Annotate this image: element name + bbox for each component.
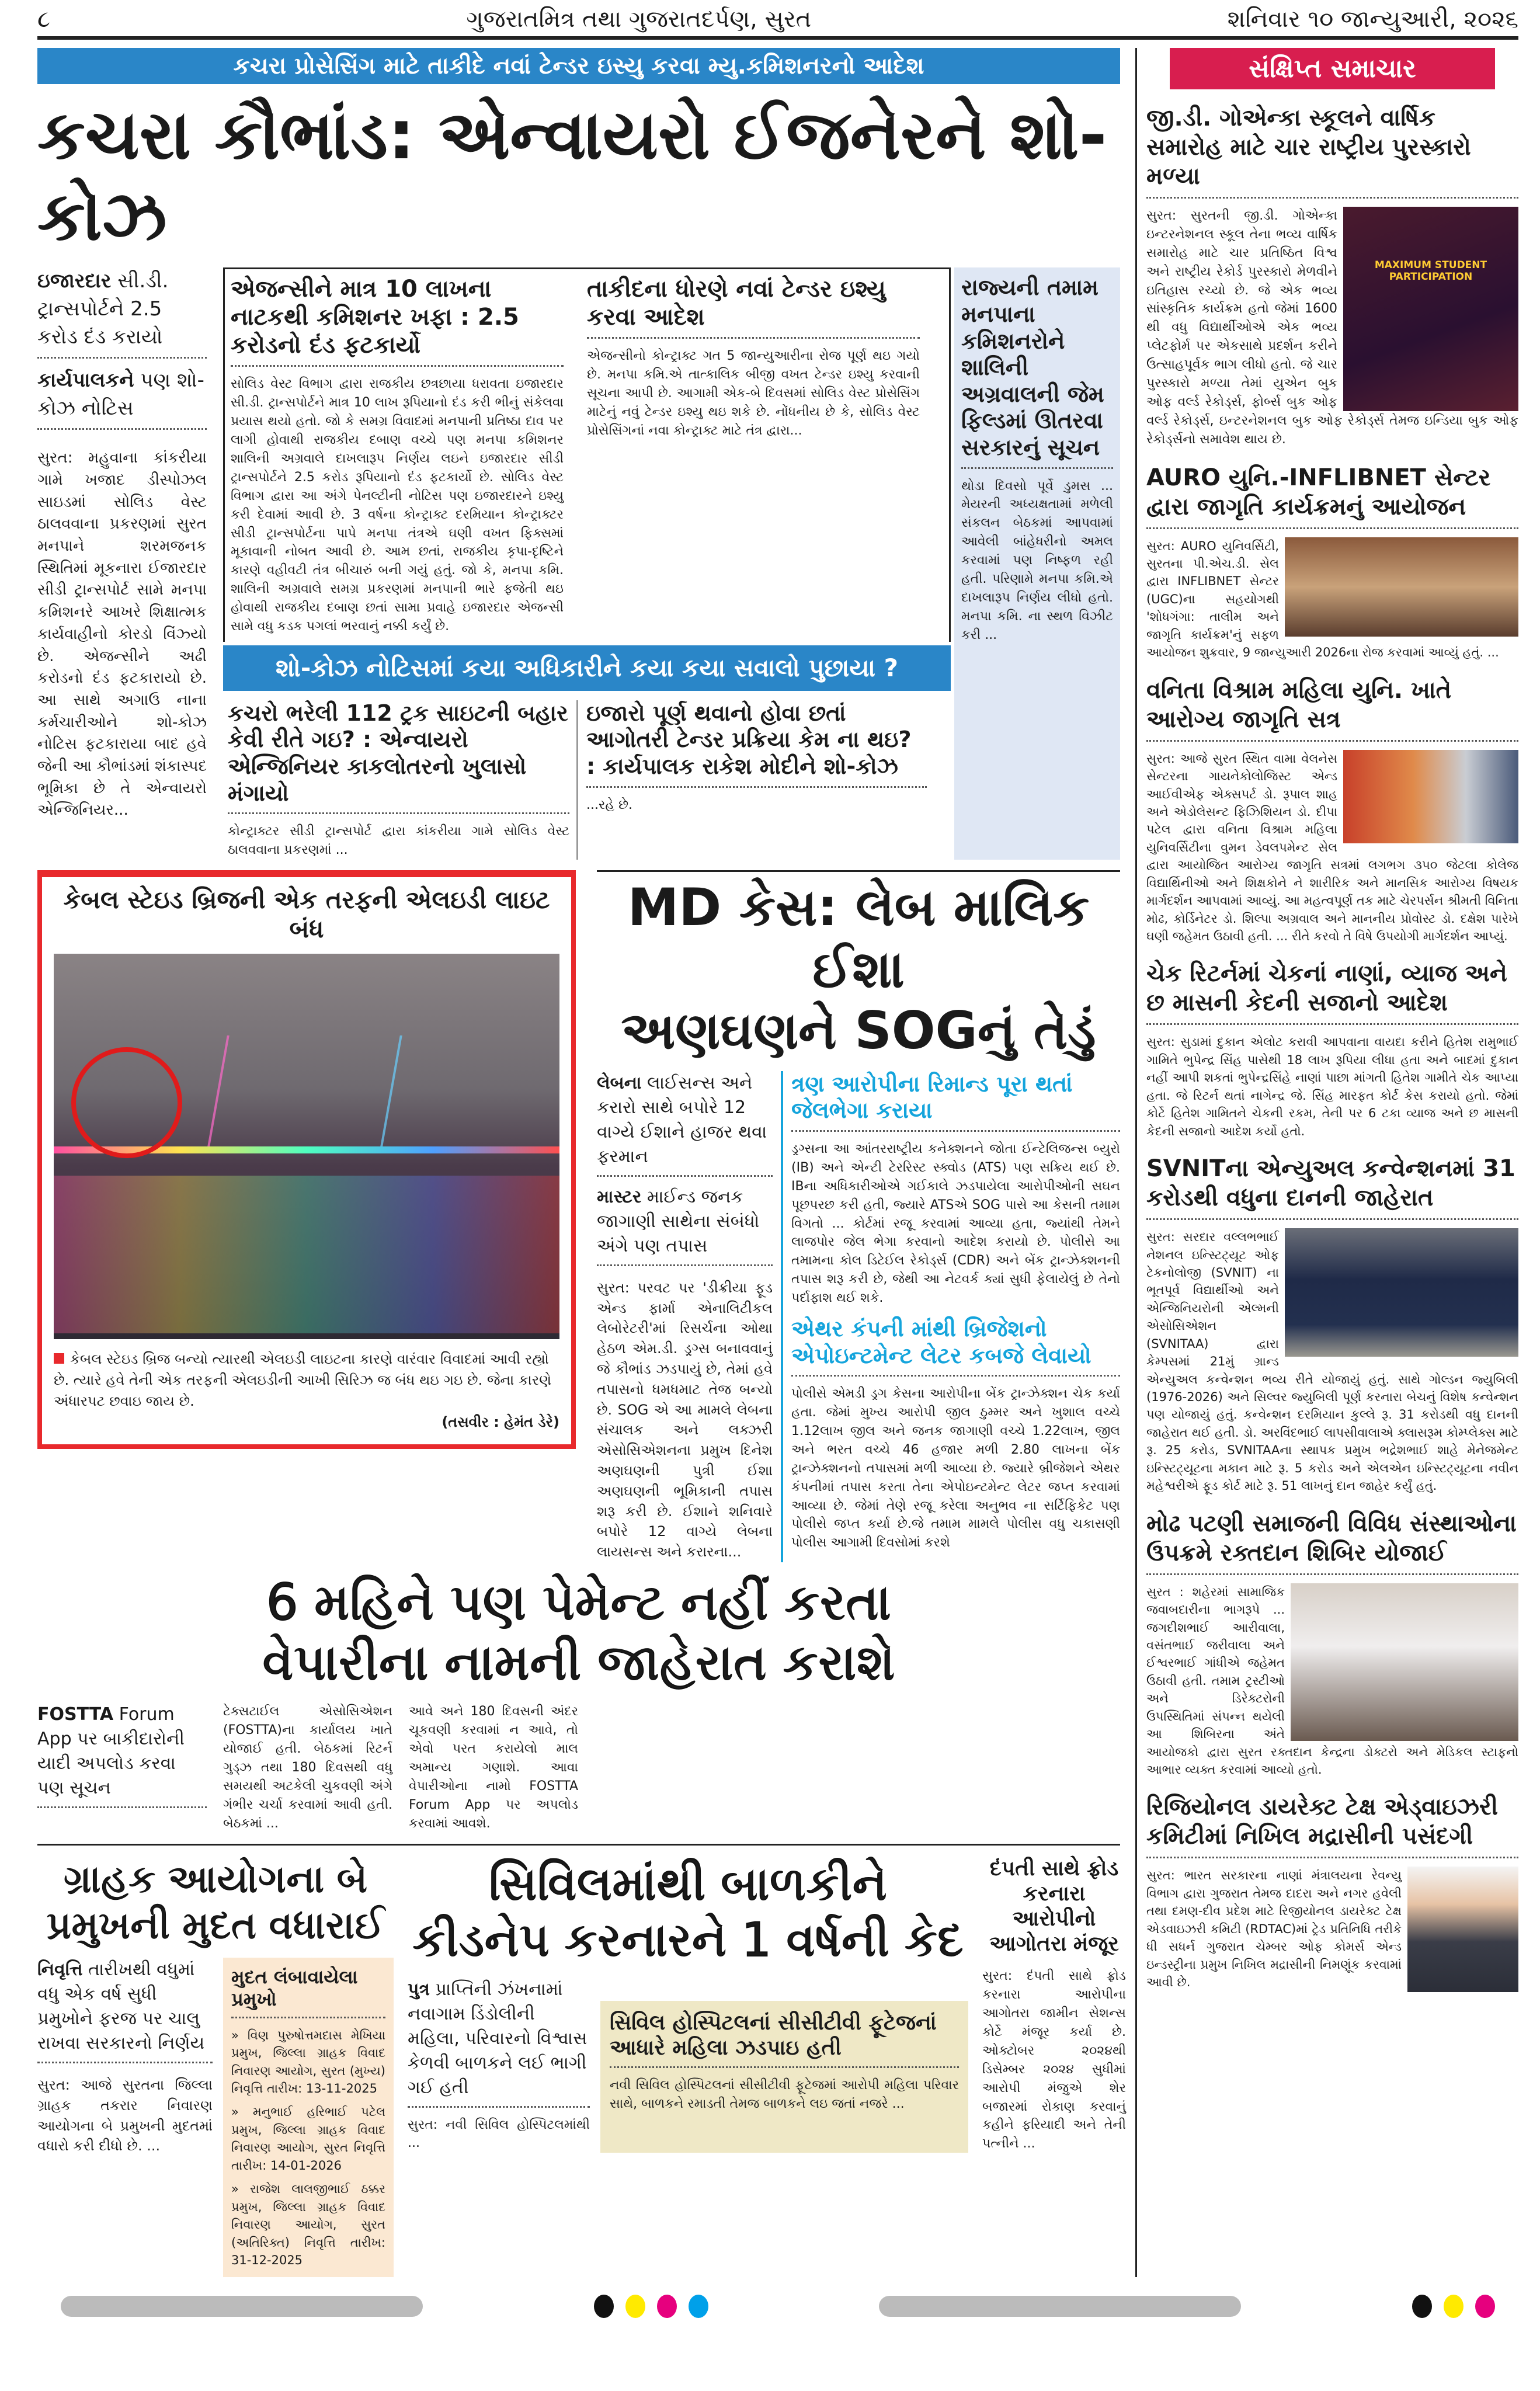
brief-headline: જી.ડી. ગોએન્કા સ્કૂલને વાર્ષિક સમારોહ માટે ચાર રાષ્ટ્રીય પુરસ્કારો મળ્યા: [1146, 105, 1471, 190]
q2-body: ...રહે છે.: [586, 797, 632, 812]
kidnap-story: [408, 1856, 968, 2153]
magenta-dot-icon: [1475, 2295, 1495, 2318]
brief-headline: AURO યુનિ.-INFLIBNET સેન્ટર દ્વારા જાગૃતિ કાર્યક્રમનું આયોજન: [1146, 464, 1491, 520]
side-headline: રાજ્યની તમામ મનપાના કમિશનરોને શાલિની અગ્રવાલની જેમ ફિલ્ડમાં ઊતરવા સરકારનું સૂચન: [961, 274, 1104, 460]
fostta-story: [37, 1573, 1120, 1833]
kidnap-headline-line1: સિવિલમાંથી બાળકીને: [488, 1856, 888, 1911]
bottom-row: [37, 1856, 1126, 2278]
lead-side-panel: [954, 267, 1120, 860]
md-blue2-headline: એથર કંપની માંથી બ્રિજેશનો એપોઇન્ટમેન્ટ લેટર કબજે લેવાયો: [791, 1315, 1091, 1368]
sub-bold: નિવૃત્તિ: [37, 1959, 83, 1980]
lead-body: સુરત: મહુવાના કાંકરીયા ગામે ખજાદ ડીસ્પોઝલ સાઇડમાં સોલિડ વેસ્ટ ઠાલવવાના પ્રકરણમાં સુરત મનપાને શરમજનક સ્થિતિમાં મૂકનારા ઈજારદાર સીડી ટ્રાન્સપોર્ટ સામે મનપા કમિશનરે આખરે શિક્ષાત્મક કાર્યવાહીનો કોરડો વિંઝ્યો છે. એજન્સીને અઢી કરોડનો દંડ ફટકારાયો છે. આ સાથે અગાઉ નાના કર્મચારીઓને શો-કોઝ નોટિસ ફટકારાયા બાદ હવે જેની આ કૌભાંડમાં શંકાસ્પદ ભૂમિકા છે તે એન્વાયરો એન્જિનિયર...: [37, 449, 207, 819]
consumer-headline: ગ્રાહક આયોગના બે પ્રમુખની મુદત વધારાઈ: [46, 1856, 385, 1948]
md-story: [597, 870, 1120, 1562]
page-header: [37, 0, 1518, 36]
side-body: થોડા દિવસો પૂર્વે ડુમસ ... મેયરની અધ્યક્ષતામાં મળેલી સંકલન બેઠકમાં આપવામાં આવેલી બાંહેધરીનો અમલ કરવામાં પણ નિષ્ફળ રહી હતી. પરિણામે મનપા કમિ.એ દાખલારૂપ નિર્ણય લીધો હતો. મનપા કમિ. ના સ્થળ વિઝીટ કરી ...: [961, 478, 1113, 642]
yellow-dot-icon: [625, 2295, 645, 2318]
fraud-body: સુરત: દંપતી સાથે ફ્રોડ કરનારા આરોપીના આગોતરા જામીન સેશન્સ કોર્ટે મંજૂર કર્યા છે. ઓક્ટોબર ૨૦૨૪થી ડિસેમ્બર ૨૦૨૪ સુધીમાં આરોપી મંજુએ શેર બજારમાં રોકાણ કરવાનું કહીને ફરિયાદી અને તેની પત્નીને ...: [982, 1969, 1126, 2152]
q2-headline: ઇજારો પૂર્ણ થવાનો હોવા છતાં આગોતરી ટેન્ડર પ્રક્રિયા કેમ ના થઇ? : કાર્યપાલક રાકેશ મોદીને શો-કોઝ: [586, 700, 912, 780]
md-left-column: [597, 1071, 781, 1562]
fostta-col1: ટેક્સટાઈલ એસોસિએશન (FOSTTA)ના કાર્યાલય ખાતે યોજાઈ હતી. બેઠકમાં રિટર્ન ગુડ્ઝ તથા 180 દિવસથી વધુ સમયથી અટકેલી ચુકવણી અંગે ગંભીર ચર્ચા કરવામાં આવી હતી. બેઠકમાં ...: [223, 1704, 392, 1831]
lead-row: [37, 267, 1120, 860]
md-right-column: [783, 1071, 1120, 1562]
brief-body: સુરત: આજે સુરત સ્થિત વામા વેલનેસ સેન્ટરના ગાયનેકોલોજિસ્ટ એન્ડ આઈવીએફ એક્સપર્ટ ડો. રૂપાલ શાહ અને એડોલેસન્ટ ફિઝિશિયન ડો. દીપા પટેલ દ્વારા વનિતા વિશ્રામ મહિલા યુનિવર્સિટીના વુમન ડેવલપમેન્ટ સેલ દ્વારા આયોજિત આરોગ્ય જાગૃતિ સત્રમાં લગભગ ૩૫૦ જેટલા કોલેજ વિદ્યાર્થિનીઓ અને શિક્ષકોને ને શારીરિક અને માનસિક આરોગ્ય વિષયક માર્ગદર્શન આપવામાં આવ્યું. આ મહત્વપૂર્ણ તક માટે ચેરપર્સન શ્રીમતી વિનિતા મોઢ, કોર્ડિનેટર ડો. શિલ્પા અગ્રવાલ અને માનનીય પ્રોવોસ્ટ ડો. દક્ષેશ પારેખે ઘણી જહેમત ઉઠાવી હતી. ... રીતે કરવો તે વિષે ઉપયોગી માર્ગદર્શન આપ્યું.: [1146, 751, 1518, 944]
section-rule: [597, 870, 1120, 872]
questions-row: [223, 700, 951, 860]
md-headline-line2: અણઘણને SOGનું તેડું: [621, 1000, 1096, 1061]
sub-bold: ઇજારદાર: [37, 269, 112, 293]
brief-rdtac: [1146, 1792, 1518, 1992]
sub-bold: કાર્યપાલકને: [37, 369, 134, 392]
brief-body: સુરત : શહેરમાં સામાજિક જવાબદારીના ભાગરૂપે ... જગદીશભાઈ આરીવાલા, વસંતભાઈ જરીવાલા અને ઈશ્વરભાઈ ગાંધીએ જહેમત ઉઠાવી હતી. તમામ ટ્રસ્ટીઓ અને ડિરેક્ટરોની ઉપસ્થિતિમાં સંપન્ન થયેલી આ શિબિરના અંતે આયોજકો દ્વારા સુરત રક્તદાન કેન્દ્રના ડોક્ટરો અને મેડિકલ સ્ટાફનો આભાર વ્યક્ત કરવામાં આવ્યો હતો.: [1146, 1584, 1518, 1777]
sub-text: પ્રાપ્તિની ઝંખનામાં નવાગામ ડિંડોલીની મહિલા, પરિવારનો વિશ્વાસ કેળવી બાળકને લઈ ભાગી ગઈ હતી: [408, 1979, 588, 2098]
bridge-photo: [54, 954, 559, 1339]
president-item: » રાજેશ લાલજીભાઈ ઠક્કર પ્રમુખ, જિલ્લા ગ્રાહક વિવાદ નિવારણ આયોગ, સુરત (અતિરિક્ત) નિવૃત્તિ તારીખ: 31-12-2025: [231, 2182, 385, 2267]
sidebar-label: સંક્ષિપ્ત સમાચાર: [1170, 48, 1495, 89]
sub-bold: પુત્ર: [408, 1979, 430, 2000]
consumer-left: [37, 1958, 213, 2277]
fostta-columns: [37, 1702, 1120, 1833]
md-blue1-headline: ત્રણ આરોપીના રિમાન્ડ પૂરા થતાં જેલભેગા કરાયા: [791, 1071, 1073, 1124]
registration-strip: [37, 2295, 1518, 2318]
page-number: ૮: [37, 6, 50, 33]
sub-text: તારીખથી વધુમાં વધુ એક વર્ષ સુધી પ્રમુખોને ફરજ પર ચાલુ રાખવા સરકારનો નિર્ણય: [37, 1959, 205, 2053]
md-blue2-body: પોલીસે એમડી ડ્રગ કેસના આરોપીના બેંક ટ્રાન્ઝેક્શન ચેક કર્યા હતા. જેમાં મુખ્ય આરોપી જીલ ઠુમ્મર અને ખુશાલ વચ્ચે 1.12લાખ જીલ અને જનક જાગાણી વચ્ચે 1.22લાખ, જીલ અને ભરત વચ્ચે 46 હજાર મળી 2.80 લાખના બેંક ટ્રાન્ઝેક્શનનો તપાસમાં મળી આવ્યા છે. જ્યારે બ્રીજેશને એથર કંપનીમાં તપાસ કરતા તેના એપોઇન્ટમેન્ટ લેટર જપ્ત કરવામાં આવ્યા છે. જેમાં તેણે રજૂ કરેલા અનુભવ ના સર્ટિફિકેટ પણ પોલીસે જપ્ત કર્યા છે.જે તમામ મામલે પોલીસ વધુ ચકાસણી પોલીસ આગામી દિવસોમાં કરશે: [791, 1386, 1120, 1551]
kidnap-body: સુરત: નવી સિવિલ હોસ્પિટલમાંથી ...: [408, 2117, 590, 2151]
blood-camp-photo: [1291, 1583, 1518, 1741]
box-headline: સિવિલ હોસ્પિટલનાં સીસીટીવી ફૂટેજનાં આધારે મહિલા ઝડપાઇ હતી: [610, 2010, 937, 2060]
header-rule: [37, 36, 1518, 40]
md-body: સુરત: પરવટ પર 'ડીક્રીયા ફૂડ એન્ડ ફાર્મા એનાલિટીકલ લેબોરેટરી'માં રિસર્ચના ઓથા હેઠળ એમ.ડી. ડ્રગ્સ બનાવવાનું જે કૌભાંડ ઝડપાયું છે, તેમાં હવે તપાસનો ધમધમાટ તેજ બન્યો છે. SOG એ આ મામલે લેબના સંચાલક અને લક્ઝરી એસોસિએશનના પ્રમુખ દિનેશ અણઘણની પુત્રી ઈશા અણઘણની ભૂમિકાની તપાસ શરૂ કરી છે. ઈશાને શનિવારે બપોરે 12 વાગ્યે લેબના લાયસન્સ અને કરારના...: [597, 1279, 773, 1561]
brief-body: સુરત: AURO યુનિવર્સિટી, સુરતના પી.એચ.ડી. સેલ દ્વારા INFLIBNET સેન્ટર (UGC)ના સહયોગથી 'શોધગંગા: તાલીમ અને જાગૃતિ કાર્યક્રમ'નું સફળ આયોજન શુક્રવાર, 9 જાન્યુઆરી 2026ના રોજ કરવામાં આવ્યું હતું. ...: [1146, 538, 1499, 660]
box1-body: સોલિડ વેસ્ટ વિભાગ દ્વારા રાજકીય છત્રછાયા ધરાવતા ઇજારદાર સી.ડી. ટ્રાન્સપોર્ટને માત્ર 10 લાખ રૂપિયાનો દંડ કરી ભીનું સંકેલવા પ્રયાસ થયો હતો. જો કે સમગ્ર વિવાદમાં મનપાની પ્રતિષ્ઠા દાવ પર લાગી હોવાથી રાજકીય દબાણ વચ્ચે પણ મનપા કમિશનર શાલિની અગ્રવાલે દાખલારૂપ નિર્ણય લઇને ઇજારદાર સીડી ટ્રાન્સપોર્ટને 2.5 કરોડ રૂપિયાનો દંડ ફટકાર્યો છે. સોલિડ વેસ્ટ વિભાગ દ્વારા આ અંગે પેનલ્ટીની નોટિસ પણ ઇજારદારને ઇશ્યુ કરી દેવામાં આવી છે. 3 વર્ષના કોન્ટ્રાક્ટ દરમિયાન કોન્ટ્રાક્ટર સીડી ટ્રાન્સપોર્ટના પાપે મનપા તંત્રએ ઘણી વખત ફિક્સમાં મૂકાવાની નોબત આવી છે. આમ છતાં, રાજકીય કૃપા-દૃષ્ટિને કારણે વહીવટી તંત્ર બીચારું બની ગયું હતું. જો કે, મનપા કમિ. શાલિની અગ્રવાલે સમગ્ર પ્રકરણમાં મનપાની ભારે ફજેતી થઇ હોવાથી રાજકીય દબાણ છતાં સામા પ્રવાહે ઇજારદાર એજન્સી સામે વધુ કડક પગલાં ભરવાનું નક્કી કર્યું છે.: [231, 377, 564, 634]
photo-credit: (તસવીર : હેમંત ડેરે): [442, 1413, 559, 1430]
consumer-presidents-box: [223, 1958, 394, 2277]
president-item: » મનુભાઈ હરિભાઈ પટેલ પ્રમુખ, જિલ્લા ગ્રાહક વિવાદ નિવારણ આયોગ, સુરત નિવૃત્તિ તારીખ: 14-01-2026: [231, 2105, 385, 2173]
sidebar: [1135, 48, 1518, 2277]
color-registration-marks: [594, 2295, 708, 2318]
sub-text: Forum App પર બાકીદારોની યાદી અપલોડ કરવા પણ સૂચન: [37, 1704, 185, 1799]
sub-bold: FOSTTA: [37, 1704, 114, 1725]
box2-body: એજન્સીનો કોન્ટ્રાક્ટ ગત 5 જાન્યુઆરીના રોજ પૂર્ણ થઇ ગયો છે. મનપા કમિ.એ તાત્કાલિક બીજી વખત ટેન્ડર ઇશ્યુ કરવાની સૂચના આપી છે. આગામી એક-બે દિવસમાં સોલિડ વેસ્ટ પ્રોસેસિંગ માટેનું નવું ટેન્ડર ઇશ્યુ થઇ શકે છે. નોંધનીય છે કે, સોલિડ વેસ્ટ પ્રોસેસિંગનાં નવા કોન્ટ્રાક્ટ માટે તંત્ર દ્વારા...: [587, 349, 920, 438]
registration-bar: [879, 2296, 1241, 2317]
bridge-photo-box: [37, 870, 576, 1449]
brief-body: સુરત: સુરતની જી.ડી. ગોએન્કા ઇન્ટરનેશનલ સ્કૂલ તેના ભવ્ય વાર્ષિક સમારોહ માટે ચાર પ્રતિષ્ઠિત વિશ્વ અને રાષ્ટ્રીય રેકોર્ડ પુરસ્કારો મેળવીને ઇતિહાસ રચ્યો છે. જે એક ભવ્ય સાંસ્કૃતિક કાર્યક્રમ હતો જેમાં 1600 થી વધુ વિદ્યાર્થીઓએ એક ભવ્ય પ્લેટફોર્મ પર એકસાથે પ્રદર્શન કરીને ઉત્સાહપૂર્વક ભાગ લીધો હતો. જે ચાર પુરસ્કારો મળ્યા તેમાં યુએન બુક ઓફ વર્લ્ડ રેકોર્ડ્સ, ફોર્બ્સ બુક ઓફ વર્લ્ડ રેકોર્ડ્સ, ઇન્ટરનેશનલ બુક ઓફ રેકોર્ડ્સ તેમજ ઇન્ડિયા બુક ઓફ રેકોર્ડ્સનો સમાવેશ થાય છે.: [1146, 208, 1518, 447]
highlight-circle: [71, 1047, 182, 1158]
cyan-dot-icon: [689, 2295, 708, 2318]
md-columns: [597, 1071, 1120, 1562]
seminar-photo: [1285, 537, 1518, 637]
magenta-dot-icon: [657, 2295, 677, 2318]
sub-text: સી.ડી. ટ્રાન્સપોર્ટને 2.5 કરોડ દંડ કરાયો: [37, 269, 169, 349]
speaker-photo: [1343, 750, 1518, 843]
sub-bold: માસ્ટર: [597, 1186, 642, 1207]
fostta-headline-line2: વેપારીના નામની જાહેરાત કરાશે: [262, 1634, 895, 1693]
page-layout: [37, 48, 1518, 2277]
registration-bar: [61, 2296, 423, 2317]
brief-headline: રિજિયોનલ ડાયરેક્ટ ટેક્ષ એડ્વાઇઝરી કમિટીમાં નિખિલ મદ્રાસીની પસંદગી: [1146, 1794, 1499, 1850]
photo-text: MAXIMUM STUDENT PARTICIPATION: [1374, 259, 1487, 283]
fostta-sub: [37, 1702, 207, 1816]
brief-headline: ચેક રિટર્નમાં ચેકનાં નાણાં, વ્યાજ અને છ માસની કેદની સજાનો આદેશ: [1146, 960, 1507, 1017]
paper-name: ગુજરાતમિત્ર તથા ગુજરાતદર્પણ, સુરત: [466, 6, 812, 33]
brief-blood-donation: [1146, 1509, 1518, 1779]
box2-headline: તાકીદના ધોરણે નવાં ટેન્ડર ઇશ્યુ કરવા આદેશ: [587, 276, 886, 331]
brief-gd-goenka: [1146, 103, 1518, 449]
fostta-col2: આવે અને 180 દિવસની અંદર ચૂકવણી કરવામાં ન આવે, તો એવો પરત કરાયેલો માલ અમાન્ય ગણાશે. આવા વેપારીઓના નામો FOSTTA Forum App પર અપલોડ કરવામાં આવશે.: [409, 1704, 578, 1831]
lead-left-column: [37, 267, 207, 822]
brief-vanita: [1146, 676, 1518, 946]
question-1: [223, 700, 576, 860]
lead-headline: કચરા કૌભાંડ: એન્વાયરો ઈજનેરને શો-કોઝ: [37, 96, 1107, 256]
consumer-body: સુરત: આજે સુરતના જિલ્લા ગ્રાહક તકરાર નિવારણ આયોગના બે પ્રમુખની મુદતમાં વધારો કરી દીધો છે. ...: [37, 2076, 213, 2154]
box-headline: મુદત લંબાવાયેલા પ્રમુખો: [231, 1965, 358, 2011]
sub-text: લાઈસન્સ અને કરારો સાથે બપોરે 12 વાગ્યે ઈશાને હાજર થવા ફરમાન: [597, 1072, 767, 1167]
bullet-square-icon: [54, 1353, 64, 1364]
lead-kicker-banner: કચરા પ્રોસેસિંગ માટે તાકીદે નવાં ટેન્ડર ઇસ્યુ કરવા મ્યુ.કમિશનરનો આદેશ: [37, 48, 1120, 84]
q1-headline: કચરો ભરેલી 112 ટ્રક સાઇટની બહાર કેવી રીતે ગઇ? : એન્વાયરો એન્જિનિયર કાકલોતરનો ખુલાસો મંગાયો: [228, 700, 568, 806]
q1-body: કોન્ટ્રાક્ટર સીડી ટ્રાન્સપોર્ટ દ્વારા કાંકરીયા ગામે સોલિડ વેસ્ટ ઠાલવવાના પ્રકરણમાં ...: [228, 824, 569, 858]
school-award-photo: [1343, 207, 1518, 411]
kidnap-headline-line2: કીડનેપ કરનારને 1 વર્ષની કેદ: [412, 1912, 964, 1967]
bridge-caption: કેબલ સ્ટેઇડ બ્રિજ બન્યો ત્યારથી એલઇડી લાઇટના કારણે વારંવાર વિવાદમાં આવી રહ્યો છે. ત્યારે હવે તેની એક તરફની એલઇડીની આખી સિરિઝ જ બંધ થઇ ગઇ છે. જેના કારણે અંધારપટ છવાઇ જાય છે.: [54, 1350, 552, 1409]
box1-headline: એજન્સીને માત્ર 10 લાખના નાટકથી કમિશનર ખફા : 2.5 કરોડનો દંડ ફટકાર્યો: [231, 276, 519, 359]
consumer-story: [37, 1856, 394, 2278]
issue-date: શનિવાર ૧૦ જાન્યુઆરી, ૨૦૨૬: [1227, 6, 1518, 33]
black-dot-icon: [1412, 2295, 1432, 2318]
yellow-dot-icon: [1444, 2295, 1463, 2318]
brief-headline: SVNITના એન્યુઅલ કન્વેન્શનમાં 31 કરોડથી વધુના દાનની જાહેરાત: [1146, 1155, 1515, 1212]
brief-body: સુરત: ભારત સરકારના નાણાં મંત્રાલયના રેવન્યુ વિભાગ દ્વારા ગુજરાત તેમજ દાદરા અને નગર હવેલી તથા દમણ-દીવ પ્રદેશ માટે રિજીયોનલ ડાયરેક્ટ ટેક્ષ એડવાઇઝરી કમિટી (RDTAC)માં ટ્રેડ પ્રતિનિધિ તરીકે ધી સધર્ન ગુજરાત ચેમ્બર ઓફ કોમર્સ એન્ડ ઇન્ડસ્ટ્રીના પ્રમુખ નિખિલ મદ્રાસીની નિમણૂંક કરવામાં આવી છે.: [1146, 1868, 1402, 1990]
fraud-story: [982, 1856, 1126, 2154]
kidnap-cctv-box: [600, 2001, 968, 2153]
bridge-md-row: [37, 870, 1120, 1562]
showcause-band: શો-કોઝ નોટિસમાં કયા અધિકારીને કયા કયા સવાલો પુછાયા ?: [223, 645, 951, 691]
president-item: » વિણ પુરુષોત્તમદાસ મેખિયા પ્રમુખ, જિલ્લા ગ્રાહક વિવાદ નિવારણ આયોગ, સુરત (મુખ્ય) નિવૃત્તિ તારીખ: 13-11-2025: [231, 2028, 385, 2096]
brief-auro: [1146, 463, 1518, 662]
lead-center: [223, 267, 951, 860]
section-rule: [37, 1844, 1120, 1846]
color-registration-marks: [1412, 2295, 1495, 2318]
sub-bold: લેબના: [597, 1072, 642, 1093]
brief-svnit: [1146, 1154, 1518, 1495]
brief-headline: વનિતા વિશ્રામ મહિલા યુનિ. ખાતે આરોગ્ય જાગૃતિ સત્ર: [1146, 676, 1452, 733]
bridge-title: કેબલ સ્ટેઇડ બ્રિજની એક તરફની એલઇડી લાઇટ બંધ: [63, 885, 550, 944]
fraud-headline: દંપતી સાથે ફ્રોડ કરનારા આરોપીનો આગોતરા મંજૂર: [989, 1856, 1119, 1956]
question-2: [578, 700, 931, 860]
bridge-caption-area: [54, 1349, 559, 1433]
sub-text: માઈન્ડ જનક જાગાણી સાથેના સંબંધો અંગે પણ તપાસ: [597, 1186, 760, 1256]
brief-body: સુરત: સરદાર વલ્લભભાઈ નેશનલ ઇન્સ્ટિટ્યૂટ ઓફ ટેકનોલોજી (SVNIT) ના ભૂતપૂર્વ વિદ્યાર્થીઓ અને એન્જિનિયરોની એલ્મની એસોસિએશન (SVNITAA) દ્વારા કેમ્પસમાં 21મું ગ્રાન્ડ એન્યુઅલ કન્વેન્શન ભવ્ય રીતે યોજાયું હતું. સાથે ગોલ્ડન જ્યુબિલી (1976-2026) અને સિલ્વર જ્યુબિલી પૂર્ણ કરનારા બેચનું વિશેષ કન્વેન્શન પણ યોજાયું હતું. કન્વેન્શન દરમિયાન કુલ્લે રૂ. 31 કરોડથી વધુ દાનની જાહેરાત થઈ હતી. ડો. અરવિંદભાઈ લાપસીવાલાએ ક્લાસરૂમ કોમ્પ્લેક્સ માટે રૂ. 25 કરોડ, SVNITAAના સ્થાપક પ્રમુખ ભદ્રેશભાઈ શાહે મેનેજમેન્ટ ઇન્સ્ટિટ્યૂટના મકાન માટે રૂ. 5 કરોડ અને એલએન ઇન્સ્ટિટ્યૂટના નવીન મહેશ્વરીએ ફૂડ કોર્ટ માટે રૂ. 51 લાખનું દાન જાહેર કર્યું હતું.: [1146, 1230, 1518, 1493]
brief-headline: મોઢ પટણી સમાજની વિવિધ સંસ્થાઓના ઉપક્રમે રક્તદાન શિબિર યોજાઈ: [1146, 1510, 1517, 1566]
nikhil-madrasi-portrait: [1407, 1867, 1518, 1992]
md-headline-line1: MD કેસ: લેબ માલિક ઈશા: [627, 877, 1090, 999]
kidnap-left: [408, 1978, 590, 2153]
alumni-group-photo: [1285, 1228, 1518, 1357]
brief-cheque-return: [1146, 959, 1518, 1140]
main-column: [37, 48, 1126, 2277]
lead-box: [223, 267, 951, 641]
black-dot-icon: [594, 2295, 614, 2318]
md-blue1-body: ડ્રગ્સના આ આંતરરાષ્ટ્રીય કનેક્શનને જોતા ઈન્ટેલિજન્સ બ્યુરો (IB) અને એન્ટી ટેરરિસ્ટ સ્ક્વોડ (ATS) પણ સક્રિય થઈ છે. IBના અધિકારીઓએ ગઈકાલે ઝડપાયેલા આરોપીઓની સઘન પૂછપરછ કરી હતી, જ્યારે ATSએ SOG પાસે આ કેસની તમામ વિગતો ... કોર્ટમાં રજૂ કરવામાં આવ્યા હતા, જ્યાંથી તેમને લાજપોર જેલ ભેગા કરવાનો આદેશ કરાયો છે. પોલીસે આ તમામના કોલ ડિટેઈલ રેકોર્ડ્સ (CDR) અને બેંક ટ્રાન્ઝેક્શનની તપાસ શરૂ કરી છે, જેથી આ નેટવર્ક ક્યાં સુધી ફેલાયેલું છે તેનો પર્દાફાશ થઈ શકે.: [791, 1141, 1120, 1306]
brief-body: સુરત: સુડામાં દુકાન એલોટ કરાવી આપવાના વાયદા કરીને હિતેશ રામુભાઈ ગામિતે ભુપેન્દ્ર સિંહ પાસેથી 18 લાખ રૂપિયા લીધા હતા અને બાદમાં દુકાન નહીં આપી શકતાં ભુપેન્દ્રસિંહે નાણાં પાછા માંગતી હિતેશ ગામીતે ચેક આપ્યા હતા. જે રિટર્ન થતાં નાગેન્દ્ર જે. સિંહ મારફત કોર્ટ કેસ કરાયો હતો. જેમાં કોર્ટે હિતેશ ગામિતને ચેકની રકમ, તેની પર 6 ટકા વ્યાજ અને છ માસની કેદની સજાનો આદેશ કર્યો હતો.: [1146, 1035, 1518, 1138]
box-body: નવી સિવિલ હોસ્પિટલનાં સીસીટીવી ફૂટેજમાં આરોપી મહિલા પરિવાર સાથે, બાળકને રમાડતી તેમજ બાળકને લઇ જતાં નજરે ...: [610, 2077, 959, 2111]
sub-text: પણ શો-કોઝ નોટિસ: [37, 369, 204, 420]
fostta-headline-line1: 6 મહિને પણ પેમેન્ટ નહીં કરતા: [266, 1573, 892, 1632]
